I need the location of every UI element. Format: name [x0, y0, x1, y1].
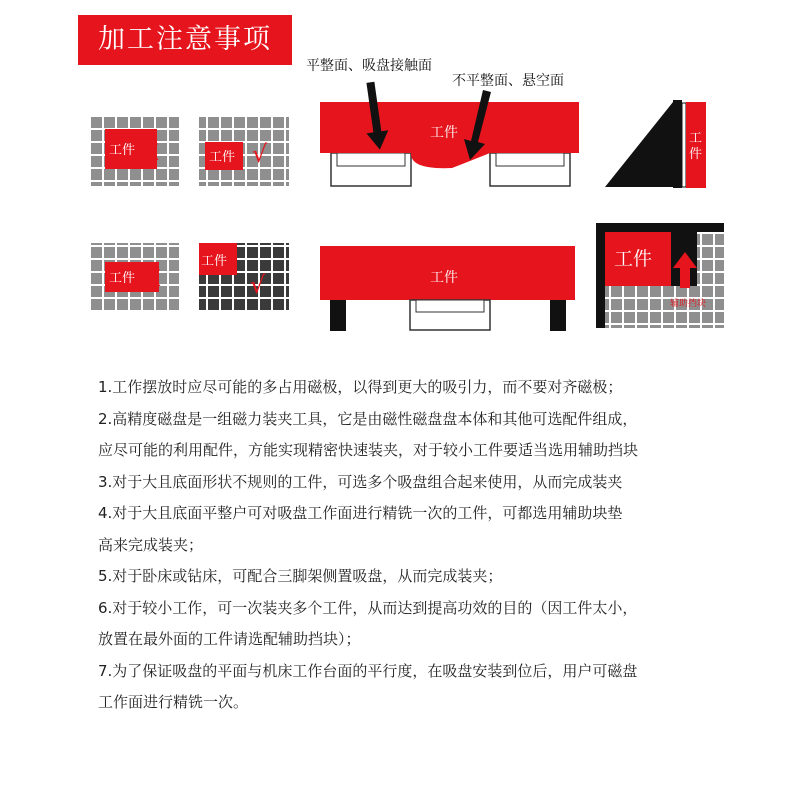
note-line: 5.对于卧床或钻床，可配合三脚架侧置吸盘，从而完成装夹； — [98, 567, 503, 585]
label-uneven-hanging-surface: 不平整面、悬空面 — [452, 73, 564, 89]
usage-notes — [98, 372, 748, 719]
grid-diagram-2 — [199, 116, 289, 186]
wrong-mark-icon: X — [146, 267, 162, 292]
auxiliary-block-diagram — [596, 223, 724, 328]
workpiece-label: 工件 — [209, 150, 236, 165]
note-line: 应尽可能的利用配件，方能实现精密快速装夹，对于较小工件要适当选用辅助挡块 — [98, 441, 639, 459]
wrong-mark-icon: X — [144, 141, 160, 166]
note-line: 1.工作摆放时应尽可能的多占用磁极，以得到更大的吸引力，而不要对齐磁极； — [98, 378, 623, 396]
note-line: 4.对于大且底面平整户可对吸盘工作面进行精铣一次的工件，可都选用辅助块垫 — [98, 504, 623, 522]
workpiece-label: 工件 — [430, 125, 458, 141]
note-line: 6.对于较小工作，可一次装夹多个工件，从而达到提高功效的目的（因工件太小， — [98, 598, 638, 617]
check-mark-icon: √ — [252, 140, 268, 168]
note-line: 高来完成装夹； — [98, 535, 204, 554]
page-title: 加工注意事项 — [78, 15, 292, 65]
workpiece-label: 工件 — [201, 254, 228, 269]
workpiece-label: 工件 — [614, 248, 653, 270]
note-line: 工作面进行精铣一次。 — [98, 693, 249, 711]
uneven-workpiece-diagram — [320, 81, 579, 186]
workpiece-label: 工件 — [430, 270, 458, 286]
check-mark-icon: √ — [250, 271, 266, 299]
diagrams — [0, 0, 790, 370]
tripod-side-mount-diagram — [605, 100, 706, 188]
support-leg-right — [550, 300, 566, 331]
note-line: 7.为了保证吸盘的平面与机床工作台面的平行度，在吸盘安装到位后，用户可磁盘 — [98, 661, 638, 680]
workpiece-label-vertical: 件 — [689, 147, 703, 162]
grid-diagram-3 — [89, 243, 179, 310]
flat-workpiece-diagram — [320, 246, 575, 331]
grid-diagram-4 — [199, 243, 289, 310]
label-flat-contact-surface: 平整面、吸盘接触面 — [306, 58, 432, 74]
note-line: 放置在最外面的工件请选配辅助挡块）； — [98, 630, 361, 648]
note-line: 3.对于大且底面形状不规则的工件，可选多个吸盘组合起来使用，从而完成装夹 — [98, 472, 623, 491]
note-line: 2.高精度磁盘是一组磁力装夹工具，它是由磁性磁盘盘本体和其他可选配件组成， — [98, 409, 638, 428]
grid-diagram-1 — [89, 116, 179, 186]
workpiece-label-vertical: 工 — [689, 131, 703, 146]
support-leg-left — [330, 300, 346, 331]
workpiece-label: 工件 — [109, 143, 136, 158]
workpiece-label: 工件 — [109, 271, 136, 286]
auxiliary-block-label: 辅助挡块 — [670, 299, 707, 309]
